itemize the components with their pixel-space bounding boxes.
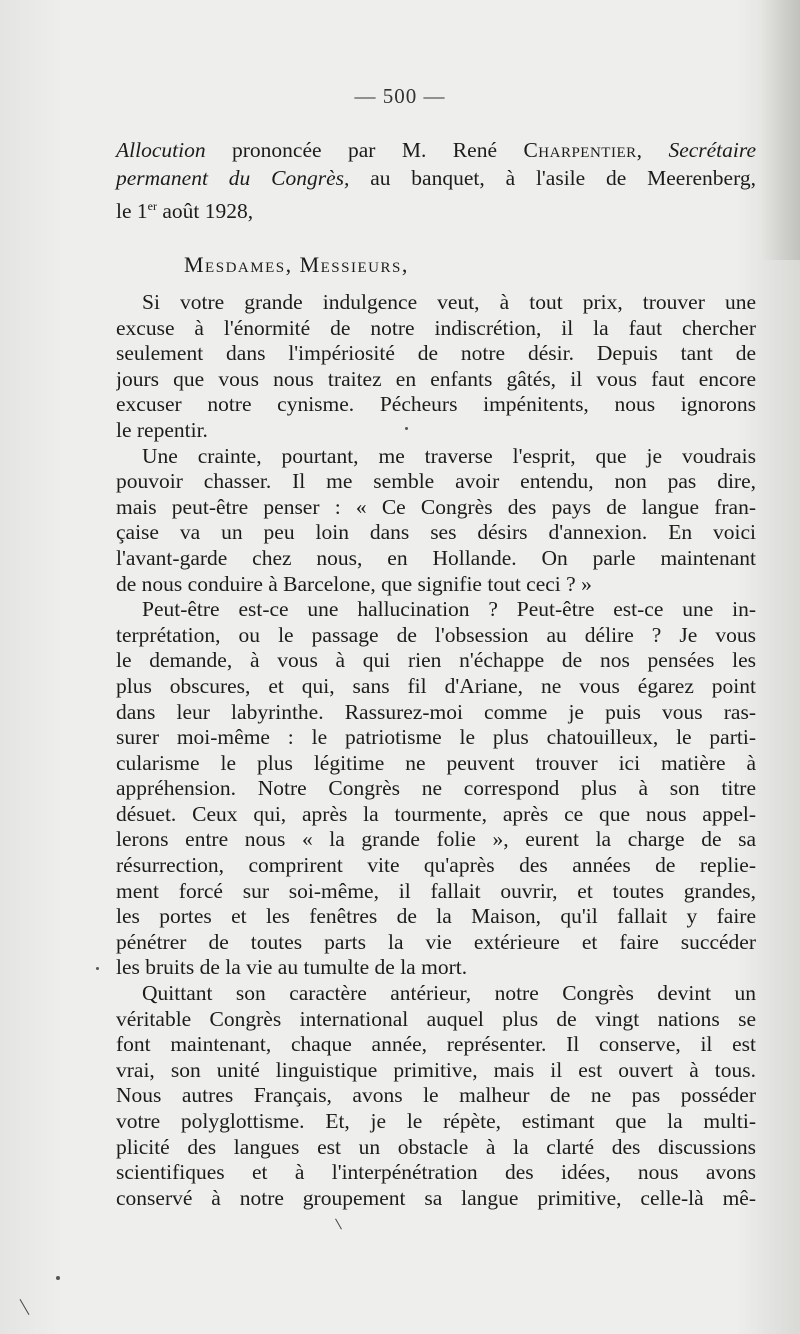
heading-comma: ,: [636, 138, 669, 162]
text-line: Si votre grande indulgence veut, à tout prix, trouver une: [142, 290, 756, 314]
text-line: plus obscures, et qui, sans fil d'Ariane, ne vous égarez point: [116, 673, 756, 698]
text-line: surer moi-même : le patriotisme le plus chatouilleux, le parti-: [116, 725, 756, 750]
text-line: le demande, à vous à qui rien n'échappe de nos pensées les: [116, 648, 756, 673]
text-line: de nous conduire à Barcelone, que signifie tout ceci ? »: [116, 571, 592, 596]
text-line: jours que vous nous traitez en enfants gâtés, il vous faut encore: [116, 366, 756, 391]
text-line: scientifiques et à l'interpénétration des idées, nous avons: [116, 1160, 756, 1185]
scan-speck: [96, 967, 99, 970]
heading-date-a: le 1: [116, 199, 148, 224]
heading-line-2: [116, 164, 756, 192]
text-line: plicité des langues est un obstacle à la clarté des discussions: [116, 1134, 756, 1159]
heading-location: au banquet, à l'asile de Meerenberg,: [349, 166, 756, 190]
text-line: mais peut-être penser : « Ce Congrès des pays de langue fran-: [116, 494, 756, 519]
text-line: les bruits de la vie au tumulte de la mort.: [116, 955, 468, 980]
text-line: le repentir.: [116, 417, 208, 442]
text-line: Nous autres Français, avons le malheur de ne pas posséder: [116, 1083, 756, 1108]
heading-date-sup: er: [147, 199, 157, 213]
heading-allocution: Allocution: [116, 138, 206, 162]
page-number: — 500 —: [354, 84, 446, 108]
text-line: ment forcé sur soi-même, il fallait ouvrir, et toutes grandes,: [116, 878, 756, 903]
text-line: pouvoir chasser. Il me semble avoir entendu, non pas dire,: [116, 469, 756, 494]
text-line: dans leur labyrinthe. Rassurez-moi comme je puis vous ras-: [116, 699, 756, 724]
text-line: l'avant-garde chez nous, en Hollande. On parle maintenant: [116, 545, 756, 570]
heading-date-b: août 1928,: [156, 199, 254, 224]
speaker-title-cont: permanent du Congrès,: [116, 166, 350, 190]
text-line: çaise va un peu loin dans ses désirs d'annexion. En voici: [116, 520, 756, 545]
scan-speck: [56, 1276, 60, 1280]
speaker-title: Secrétaire: [668, 138, 756, 162]
text-line: appréhension. Notre Congrès ne correspond plus à son titre: [116, 776, 756, 801]
scan-shadow: [760, 0, 800, 260]
text-line: excuser notre cynisme. Pécheurs impénitents, nous ignorons: [116, 392, 756, 417]
scan-speck: [405, 427, 408, 430]
speaker-name: Charpentier: [523, 138, 637, 162]
text-line: Quittant son caractère antérieur, notre Congrès devint un: [142, 981, 756, 1006]
scan-mark: [20, 1299, 30, 1315]
text-line: Peut-être est-ce une hallucination ? Peut-être est-ce une in-: [142, 597, 756, 622]
speech-body: [116, 290, 756, 1211]
text-line: résurrection, comprirent vite qu'après des années de replie-: [116, 853, 756, 878]
text-line: conservé à notre groupement sa langue primitive, celle-là mê-: [116, 1185, 756, 1210]
salutation: Mesdames, Messieurs,: [184, 252, 409, 277]
text-line: excuse à l'énormité de notre indiscrétion, il la faut chercher: [116, 315, 756, 340]
text-line: Une crainte, pourtant, me traverse l'esprit, que je voudrais: [142, 443, 756, 468]
text-line: lerons entre nous « la grande folie », eurent la charge de sa: [116, 827, 756, 852]
text-line: terprétation, ou le passage de l'obsession au délire ? Je vous: [116, 622, 756, 647]
heading-text: prononcée par M. René: [205, 138, 524, 162]
scan-mark: [335, 1219, 342, 1230]
heading-line-3: [116, 192, 756, 225]
text-line: pénétrer de toutes parts la vie extérieure et faire succéder: [116, 929, 756, 954]
text-line: font maintenant, chaque année, représenter. Il conserve, il est: [116, 1032, 756, 1057]
text-line: désuet. Ceux qui, après la tourmente, après ce que nous appel-: [116, 801, 756, 826]
text-line: votre polyglottisme. Et, je le répète, estimant que la multi-: [116, 1109, 756, 1133]
text-line: seulement dans l'impériosité de notre désir. Depuis tant de: [116, 341, 756, 366]
text-line: cularisme le plus légitime ne peuvent trouver ici matière à: [116, 750, 756, 775]
text-line: vrai, son unité linguistique primitive, mais il est ouvert à tous.: [116, 1057, 756, 1082]
text-line: les portes et les fenêtres de la Maison, qu'il fallait y faire: [116, 904, 756, 929]
heading-line-1: [116, 136, 756, 164]
speech-heading: [116, 136, 756, 225]
text-line: véritable Congrès international auquel plus de vingt nations se: [116, 1006, 756, 1031]
